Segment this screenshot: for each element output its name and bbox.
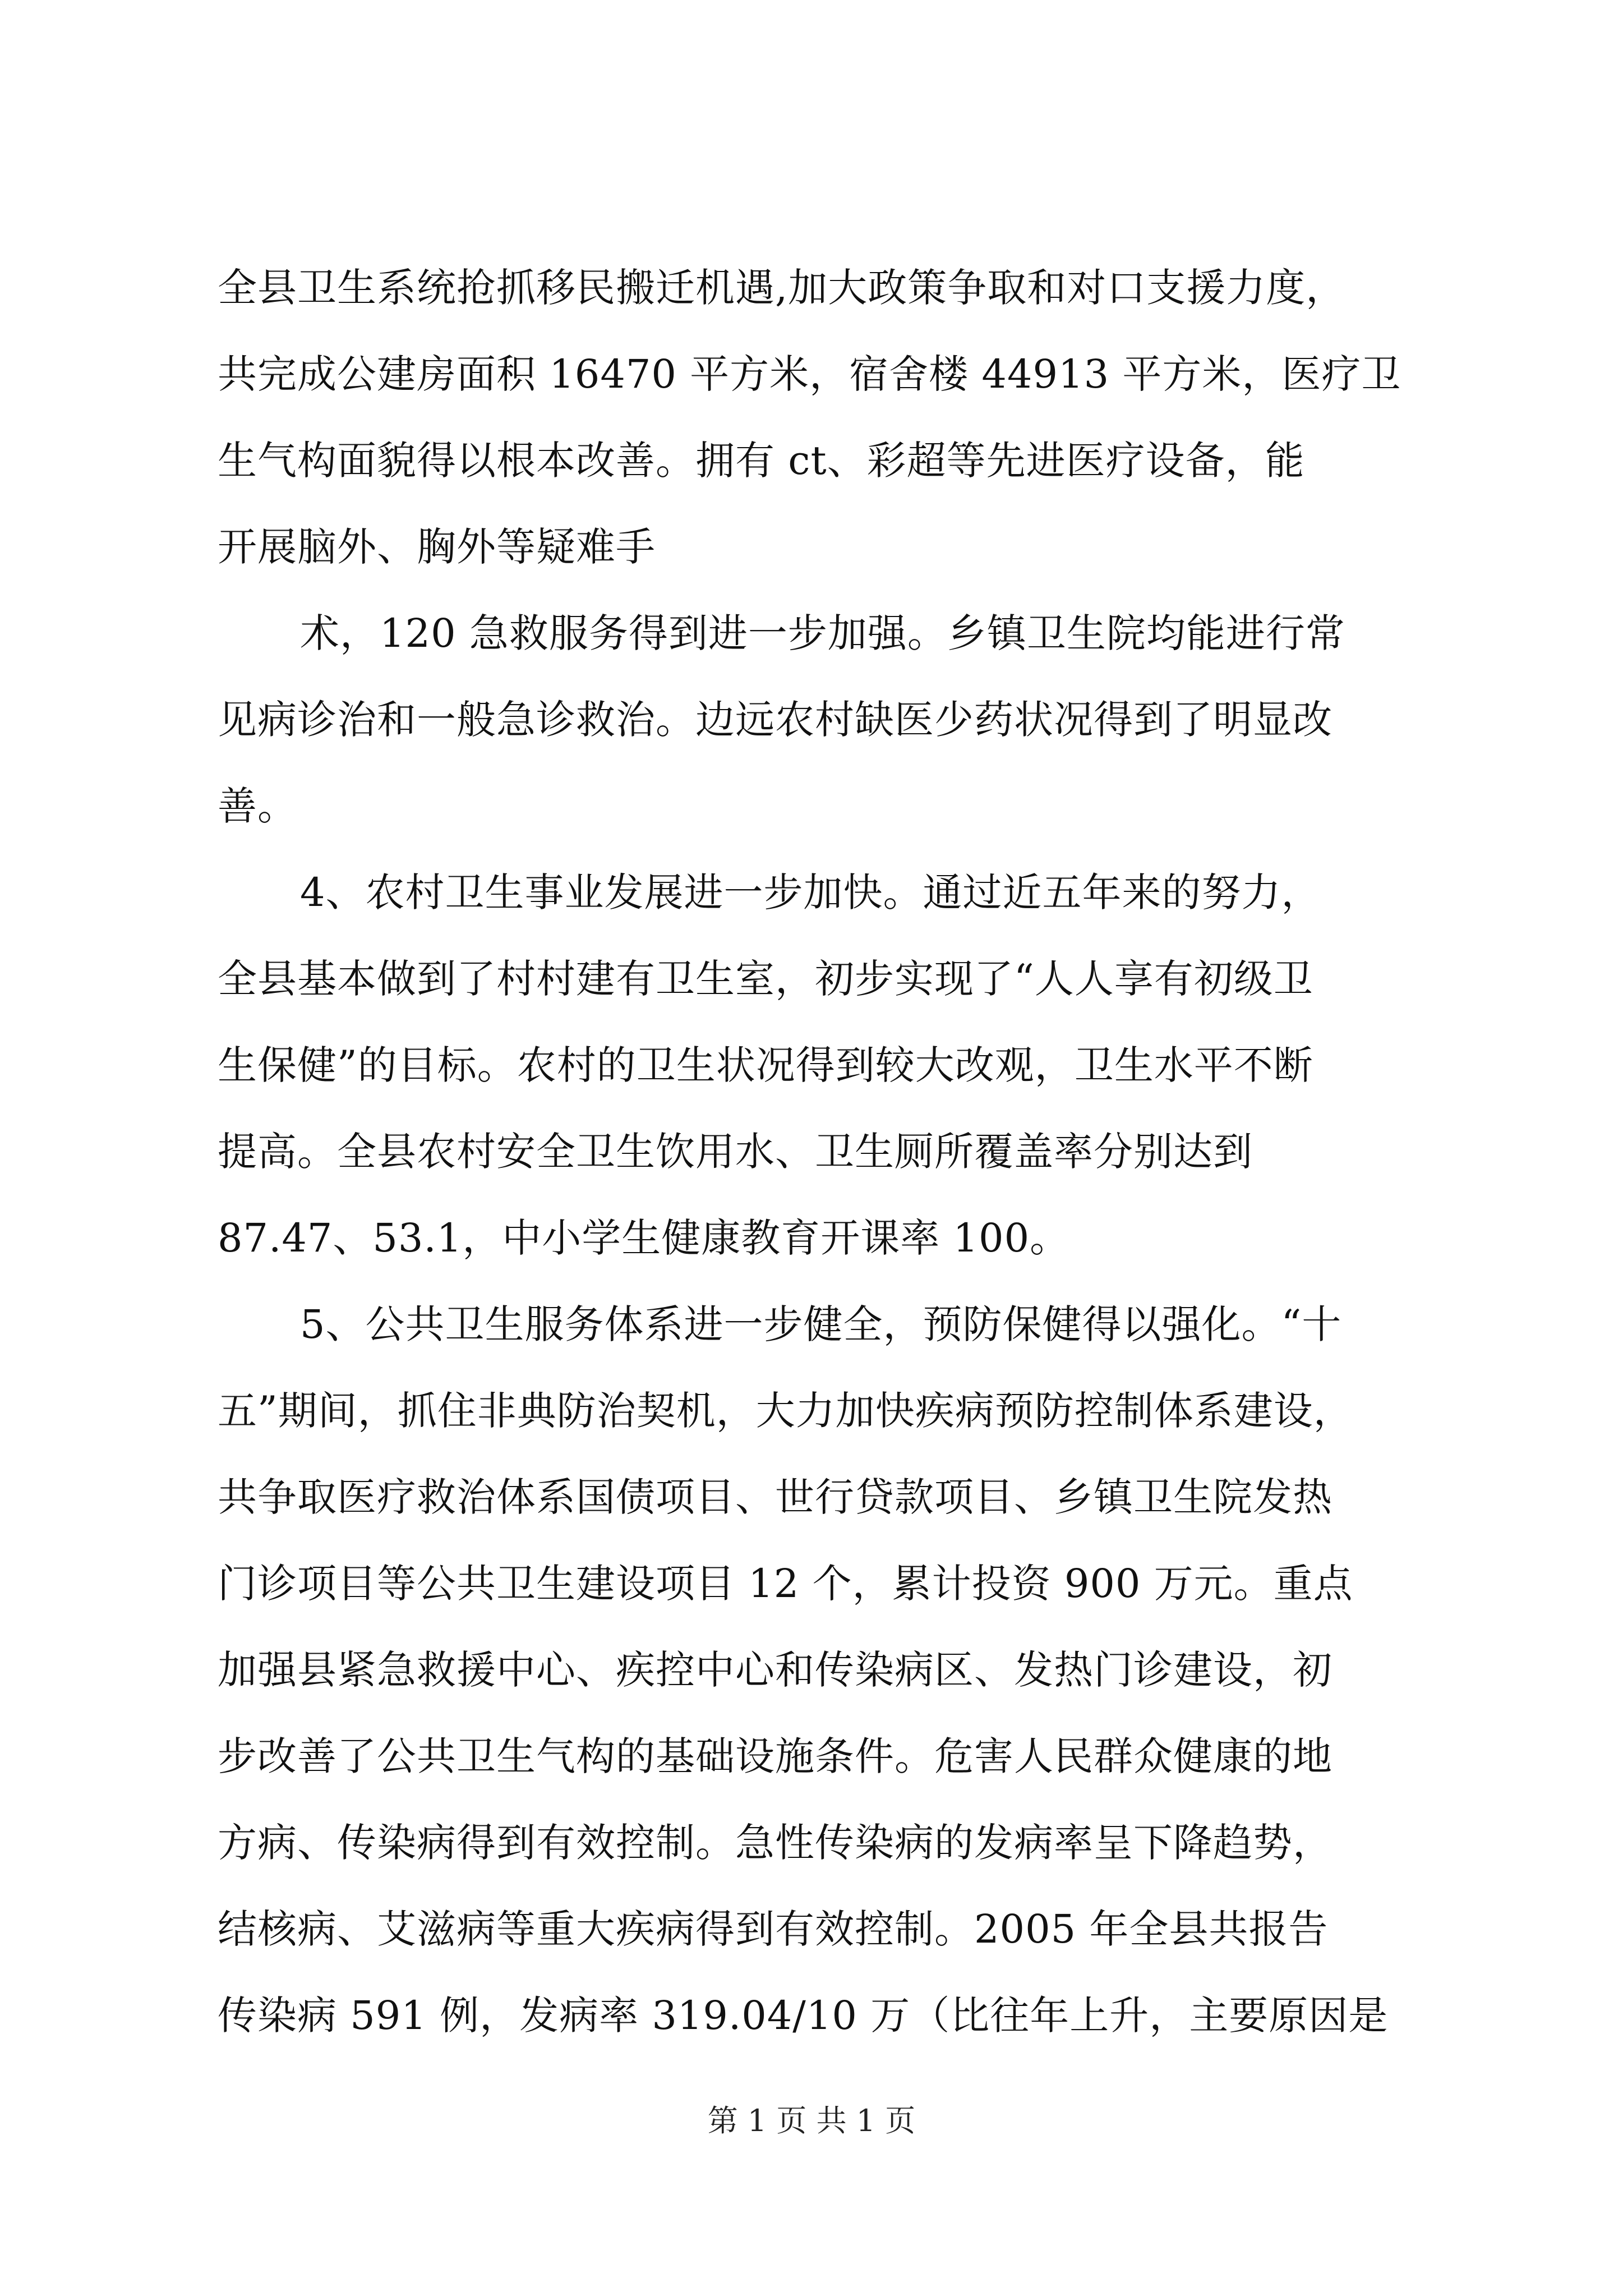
text-line: 共争取医疗救治体系国债项目、世行贷款项目、乡镇卫生院发热 [218, 1474, 1332, 1520]
text-line: 传染病 591 例，发病率 319.04/10 万（比往年上升，主要原因是 [218, 1993, 1389, 2039]
text-line: 加强县紧急救援中心、疾控中心和传染病区、发热门诊建设，初 [218, 1647, 1332, 1693]
text-line: 共完成公建房面积 16470 平方米，宿舍楼 44913 平方米，医疗卫 [218, 351, 1401, 397]
text-line: 门诊项目等公共卫生建设项目 12 个，累计投资 900 万元。重点 [218, 1561, 1353, 1607]
text-line: 全县基本做到了村村建有卫生室，初步实现了“人人享有初级卫 [218, 956, 1313, 1002]
text-line: 术，120 急救服务得到进一步加强。乡镇卫生院均能进行常 [300, 610, 1345, 656]
text-line: 5、公共卫生服务体系进一步健全，预防保健得以强化。“十 [300, 1301, 1342, 1347]
text-line: 步改善了公共卫生气构的基础设施条件。危害人民群众健康的地 [218, 1733, 1332, 1779]
text-line: 生保健”的目标。农村的卫生状况得到较大改观，卫生水平不断 [218, 1042, 1313, 1088]
text-line: 见病诊治和一般急诊救治。边远农村缺医少药状况得到了明显改 [218, 697, 1332, 743]
text-line: 4、农村卫生事业发展进一步加快。通过近五年来的努力， [300, 869, 1321, 915]
page-footer: 第 1 页 共 1 页 [707, 2103, 916, 2138]
text-line: 方病、传染病得到有效控制。急性传染病的发病率呈下降趋势， [218, 1820, 1332, 1866]
text-line: 善。 [218, 783, 297, 829]
text-line: 生气构面貌得以根本改善。拥有 ct、彩超等先进医疗设备，能 [218, 438, 1305, 484]
text-line: 全县卫生系统抢抓移民搬迁机遇,加大政策争取和对口支援力度， [218, 265, 1346, 311]
text-line: 提高。全县农村安全卫生饮用水、卫生厕所覆盖率分别达到 [218, 1129, 1253, 1175]
text-line: 五”期间，抓住非典防治契机，大力加快疾病预防控制体系建设， [218, 1388, 1353, 1434]
text-line: 结核病、艾滋病等重大疾病得到有效控制。2005 年全县共报告 [218, 1906, 1329, 1952]
text-line: 开展脑外、胸外等疑难手 [218, 524, 656, 570]
text-line: 87.47、53.1，中小学生健康教育开课率 100。 [218, 1215, 1070, 1261]
